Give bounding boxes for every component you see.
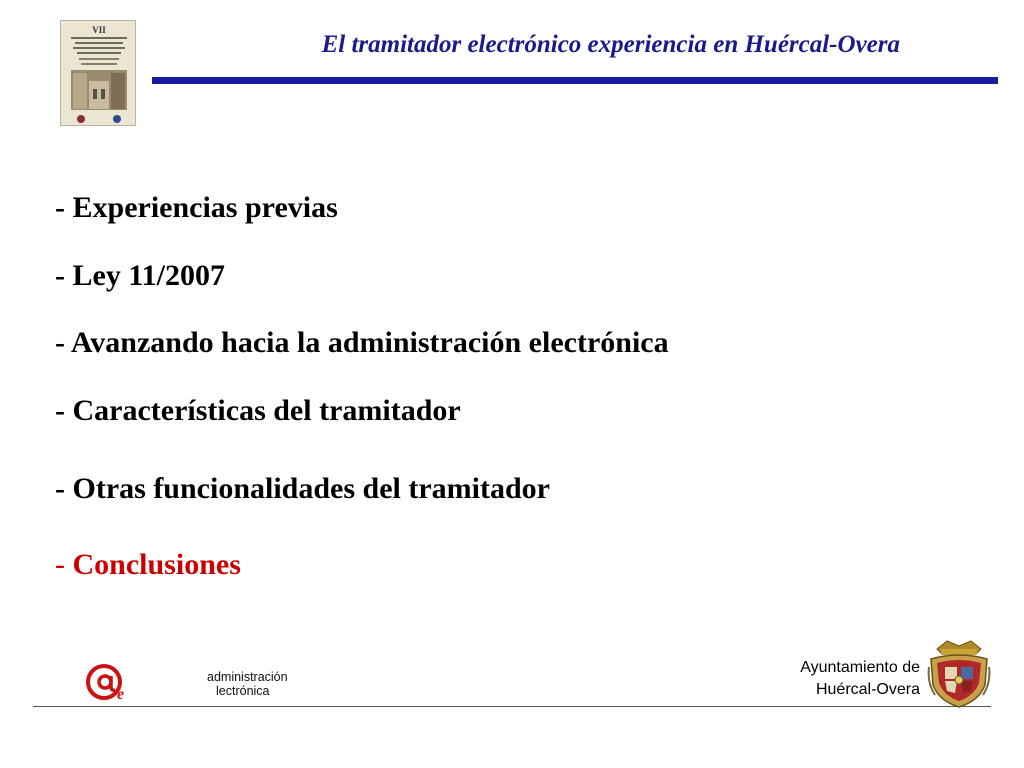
cover-image [61, 21, 136, 126]
cover-label: VII [92, 25, 106, 35]
agenda-item-avanzando [55, 323, 669, 363]
bullet-dash: - [55, 548, 65, 581]
agenda-item-label: Otras funcionalidades del tramitador [72, 472, 550, 505]
logo-text-line2: lectrónica [216, 684, 270, 698]
administracion-electronica-logo [84, 658, 288, 706]
town-line-2: Huércal-Overa [815, 681, 920, 698]
agenda-item-experiencias [55, 188, 338, 228]
at-sign-icon [84, 658, 224, 706]
agenda-item-caracteristicas [55, 391, 461, 431]
bullet-dash: - [55, 191, 65, 224]
event-cover-thumbnail [60, 20, 136, 126]
bullet-dash: - [55, 259, 65, 292]
title-divider [152, 77, 998, 84]
coat-of-arms-icon [927, 637, 991, 709]
town-hall-name [720, 657, 920, 701]
bullet-dash: - [55, 472, 65, 505]
town-line-1: Ayuntamiento de [800, 659, 920, 676]
agenda-item-label: Conclusiones [72, 548, 241, 581]
slide-title: El tramitador electrónico experiencia en Huércal-Overa [321, 31, 900, 58]
agenda-item-label: Ley 11/2007 [72, 259, 226, 292]
bullet-dash: - [55, 326, 65, 359]
agenda-item-ley [55, 256, 225, 296]
footer-divider [33, 706, 991, 707]
bullet-dash: - [55, 394, 65, 427]
agenda-item-otras [55, 469, 550, 509]
agenda-item-conclusiones [55, 545, 241, 585]
agenda-item-label: Experiencias previas [72, 191, 338, 224]
agenda-item-label: Características del tramitador [72, 394, 461, 427]
logo-text-line1: administración [207, 670, 288, 684]
agenda-item-label: Avanzando hacia la administración electrónica [70, 326, 669, 359]
e-letter-icon: e [117, 686, 125, 703]
